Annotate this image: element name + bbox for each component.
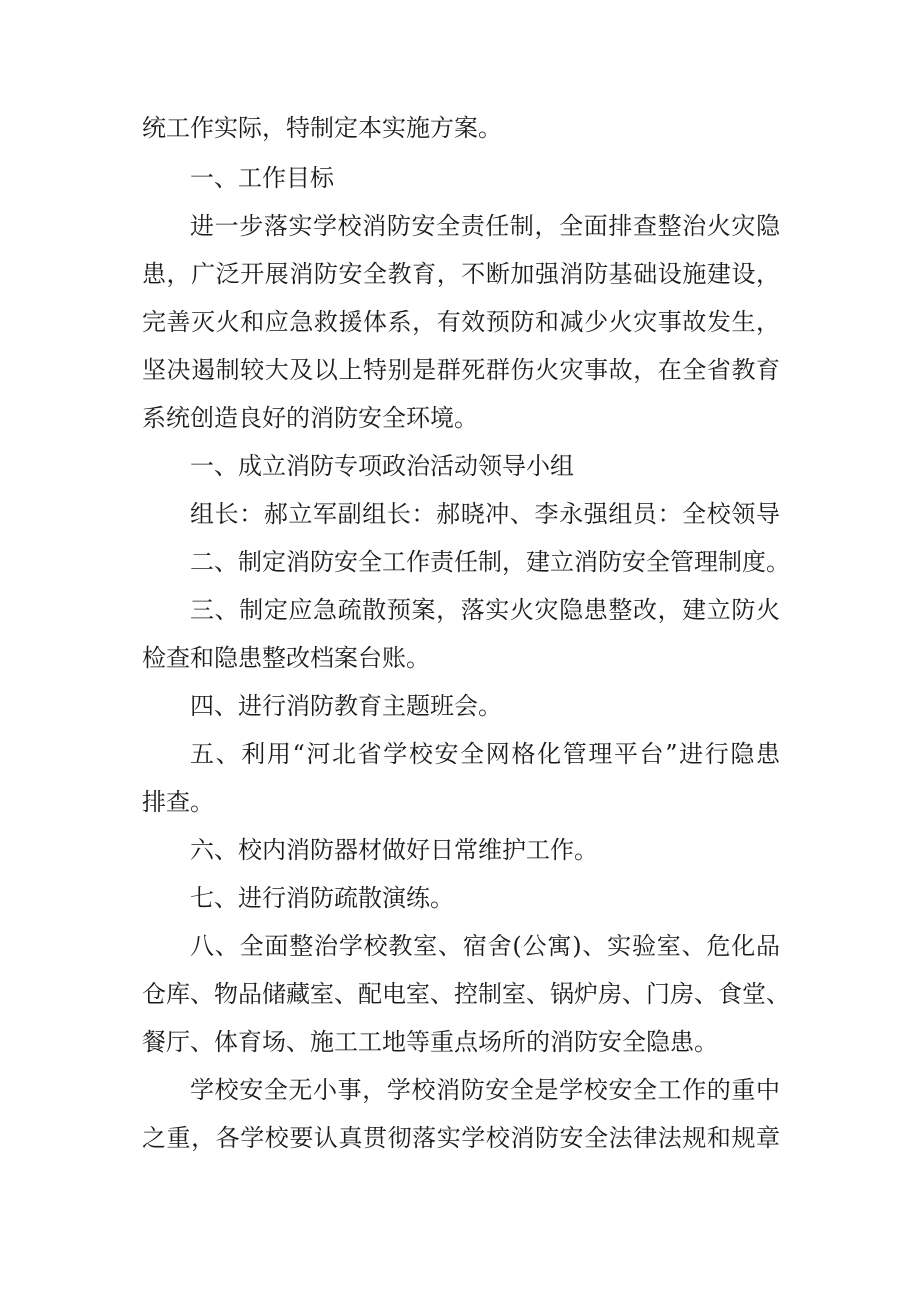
text-line: 系统创造良好的消防安全环境。	[142, 404, 478, 432]
text-line: 二、制定消防安全工作责任制，建立消防安全管理制度。	[190, 548, 790, 576]
text-line: 进一步落实学校消防安全责任制，全面排查整治火灾隐	[190, 212, 780, 240]
text-line: 完善灭火和应急救援体系，有效预防和减少火灾事故发生，	[142, 308, 780, 336]
text-line: 六、校内消防器材做好日常维护工作。	[190, 836, 598, 864]
text-line: 排查。	[142, 788, 214, 816]
section-heading: 一、成立消防专项政治活动领导小组	[190, 452, 574, 480]
text-line: 患，广泛开展消防安全教育，不断加强消防基础设施建设，	[142, 260, 780, 288]
text-line: 之重，各学校要认真贯彻落实学校消防安全法律法规和规章	[142, 1124, 780, 1152]
text-line: 三、制定应急疏散预案，落实火灾隐患整改，建立防火	[190, 596, 780, 624]
text-line: 七、进行消防疏散演练。	[190, 884, 454, 912]
text-line: 四、进行消防教育主题班会。	[190, 692, 502, 720]
text-line: 统工作实际，特制定本实施方案。	[142, 114, 502, 142]
text-line: 学校安全无小事，学校消防安全是学校安全工作的重中	[190, 1076, 780, 1104]
text-line: 仓库、物品储藏室、配电室、控制室、锅炉房、门房、食堂、	[142, 980, 790, 1008]
text-line: 组长：郝立军副组长：郝晓冲、李永强组员：全校领导	[190, 500, 780, 528]
section-heading: 一、工作目标	[190, 164, 334, 192]
text-line: 坚决遏制较大及以上特别是群死群伤火灾事故，在全省教育	[142, 356, 780, 384]
text-line: 八、全面整治学校教室、宿舍(公寓)、实验室、危化品	[190, 932, 780, 960]
text-line: 五、利用“河北省学校安全网格化管理平台”进行隐患	[190, 740, 780, 768]
text-line: 检查和隐患整改档案台账。	[142, 644, 430, 672]
text-line: 餐厅、体育场、施工工地等重点场所的消防安全隐患。	[142, 1028, 718, 1056]
